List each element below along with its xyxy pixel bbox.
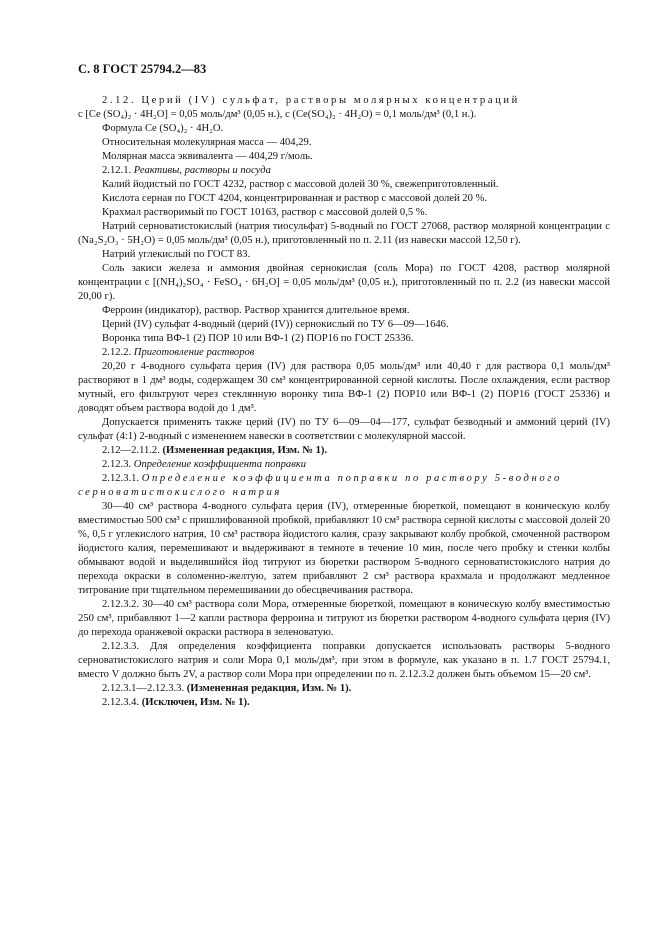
procedure-mohr-salt: 2.12.3.2. 30—40 см³ раствора соли Мора, отмеренные бюреткой, помещают в коническую колбу вместимостью 250 см³, прибавляют 1—2 капли раствора ферроина и титруют из бюретки раствором 4-водного сульфата церия (IV) до перехода оранжевой окраски раствора в зеленоватую. <box>78 599 610 638</box>
section-title: Определение коэффициента поправки <box>133 459 307 470</box>
molecular-mass: Относительная молекулярная масса — 404,29. <box>102 137 312 148</box>
section-title: Определение коэффициента поправки по раствору 5-водного <box>141 473 562 484</box>
document-body <box>78 94 610 710</box>
section-2-12-concentrations: c [Ce (SO₄)₂ · 4H₂O] = 0,05 моль/дм³ (0,05 н.), c (Ce(SO₄)₂ · 4H₂O) = 0,1 моль/дм³ (0,1 н.). <box>78 109 477 120</box>
amendment-text: (Измененная редакция, Изм. № 1). <box>186 683 352 694</box>
reagent-mohr-salt: Соль закиси железа и аммония двойная сернокислая (соль Мора) по ГОСТ 4208, раствор молярной концентрации c [(NH₄)₂SO₄ · FeSO₄ · 6H₂O] = 0,05 моль/дм³ (0,05 н.), приготовленный по п. 2.2 (из навески массой 20,00 г). <box>78 263 610 302</box>
reagent-cerium-sulfate: Церий (IV) сульфат 4-водный (церий (IV)) сернокислый по ТУ 6—09—1646. <box>102 319 449 330</box>
section-2-12-3-1-heading <box>78 472 610 486</box>
section-title-cont: серноватистокислого натрия <box>78 487 282 498</box>
section-2-12-title: 2.12. Церий (IV) сульфат, растворы молярных концентраций <box>102 95 520 106</box>
preparation-allowance: Допускается применять также церий (IV) по ТУ 6—09—04—177, сульфат безводный и аммоний церий (IV) сульфат (4:1) 2-водный с изменением навески в соответствии с молекулярной массой. <box>78 417 610 442</box>
section-2-12-2-heading <box>78 346 610 360</box>
reagent-potassium-iodide: Калий йодистый по ГОСТ 4232, раствор с массовой долей 30 %, свежеприготовленный. <box>102 179 499 190</box>
amendment-text: (Исключен, Изм. № 1). <box>141 697 250 708</box>
section-2-12-3-1-heading-cont <box>78 486 610 500</box>
procedure-alternative: 2.12.3.3. Для определения коэффициента поправки допускается использовать растворы 5-водного серноватистокислого натрия и соли Мора 0,1 моль/дм³, при этом в формуле, как указано в п. 1.7 ГОСТ 25794.1, вместо V должно быть 2V, а раствор соли Мора при определении по п. 2.12.3.2 должен быть объемом 15—20 см³. <box>78 641 610 680</box>
amendment-note-1 <box>78 444 610 458</box>
section-number: 2.12.3.4. <box>102 697 140 708</box>
section-2-12-1-heading <box>78 164 610 178</box>
amendment-note-3 <box>78 696 610 710</box>
section-number: 2.12.1. <box>102 165 132 176</box>
section-number: 2.12—2.11.2. <box>102 445 160 456</box>
reagent-sodium-carbonate: Натрий углекислый по ГОСТ 83. <box>102 249 251 260</box>
reagent-starch: Крахмал растворимый по ГОСТ 10163, раствор с массовой долей 0,5 %. <box>102 207 428 218</box>
section-number: 2.12.2. <box>102 347 132 358</box>
section-title: Приготовление растворов <box>133 347 255 358</box>
section-number: 2.12.3.1. <box>102 473 140 484</box>
amendment-note-2 <box>78 682 610 696</box>
section-number: 2.12.3.1—2.12.3.3. <box>102 683 185 694</box>
section-number: 2.12.3. <box>102 459 132 470</box>
reagent-sulfuric-acid: Кислота серная по ГОСТ 4204, концентрированная и раствор с массовой долей 20 %. <box>102 193 488 204</box>
formula: Формула Ce (SO₄)₂ · 4H₂O. <box>102 123 224 134</box>
reagent-sodium-thiosulfate: Натрий серноватистокислый (натрия тиосульфат) 5-водный по ГОСТ 27068, раствор молярной концентрации c (Na₂S₂O₃ · 5H₂O) = 0,05 моль/дм³ (0,05 н.), приготовленный по п. 2.11 (из навески массой 12,50 г). <box>78 221 610 246</box>
amendment-text: (Измененная редакция, Изм. № 1). <box>162 445 328 456</box>
reagent-ferroin: Ферроин (индикатор), раствор. Раствор хранится длительное время. <box>102 305 410 316</box>
preparation-text: 20,20 г 4-водного сульфата церия (IV) для раствора 0,05 моль/дм³ или 40,40 г для раствора 0,1 моль/дм³ растворяют в 1 дм³ воды, содержащем 30 см³ концентрированной серной кислоты. После охлаждения, если раствор мутный, его фильтруют через стеклянную воронку типа ВФ-1 (2) ПОР10 или ВФ-1 (2) ПОР16 (ГОСТ 25336) и доводят объем раствора водой до 1 дм³. <box>78 361 610 414</box>
section-title: Реактивы, растворы и посуда <box>133 165 271 176</box>
equivalent-mass: Молярная масса эквивалента — 404,29 г/моль. <box>102 151 313 162</box>
equipment-funnel: Воронка типа ВФ-1 (2) ПОР 10 или ВФ-1 (2) ПОР16 по ГОСТ 25336. <box>102 333 414 344</box>
page-header: С. 8 ГОСТ 25794.2—83 <box>78 62 207 76</box>
procedure-thiosulfate: 30—40 см³ раствора 4-водного сульфата церия (IV), отмеренные бюреткой, помещают в коническую колбу вместимостью 500 см³ с пришлифованной пробкой, прибавляют 10 см³ раствора серной кислоты с массовой долей 20 %, 0,5 г углекислого натрия, 10 см³ раствора йодистого калия, сразу закрывают колбу пробкой, смоченной раствором йодистого калия, перемешивают и выдерживают в темноте в течение 10 мин, после чего пробку и стенки колбы обмывают водой и выделившийся йод титруют из бюретки раствором 5-водного серноватистокислого натрия до перехода окраски в соломенно-желтую, затем прибавляют 2 см³ раствора крахмала и продолжают медленное титрование при тщательном перемешивании до обесцвечивания раствора. <box>78 501 610 596</box>
section-2-12-3-heading <box>78 458 610 472</box>
